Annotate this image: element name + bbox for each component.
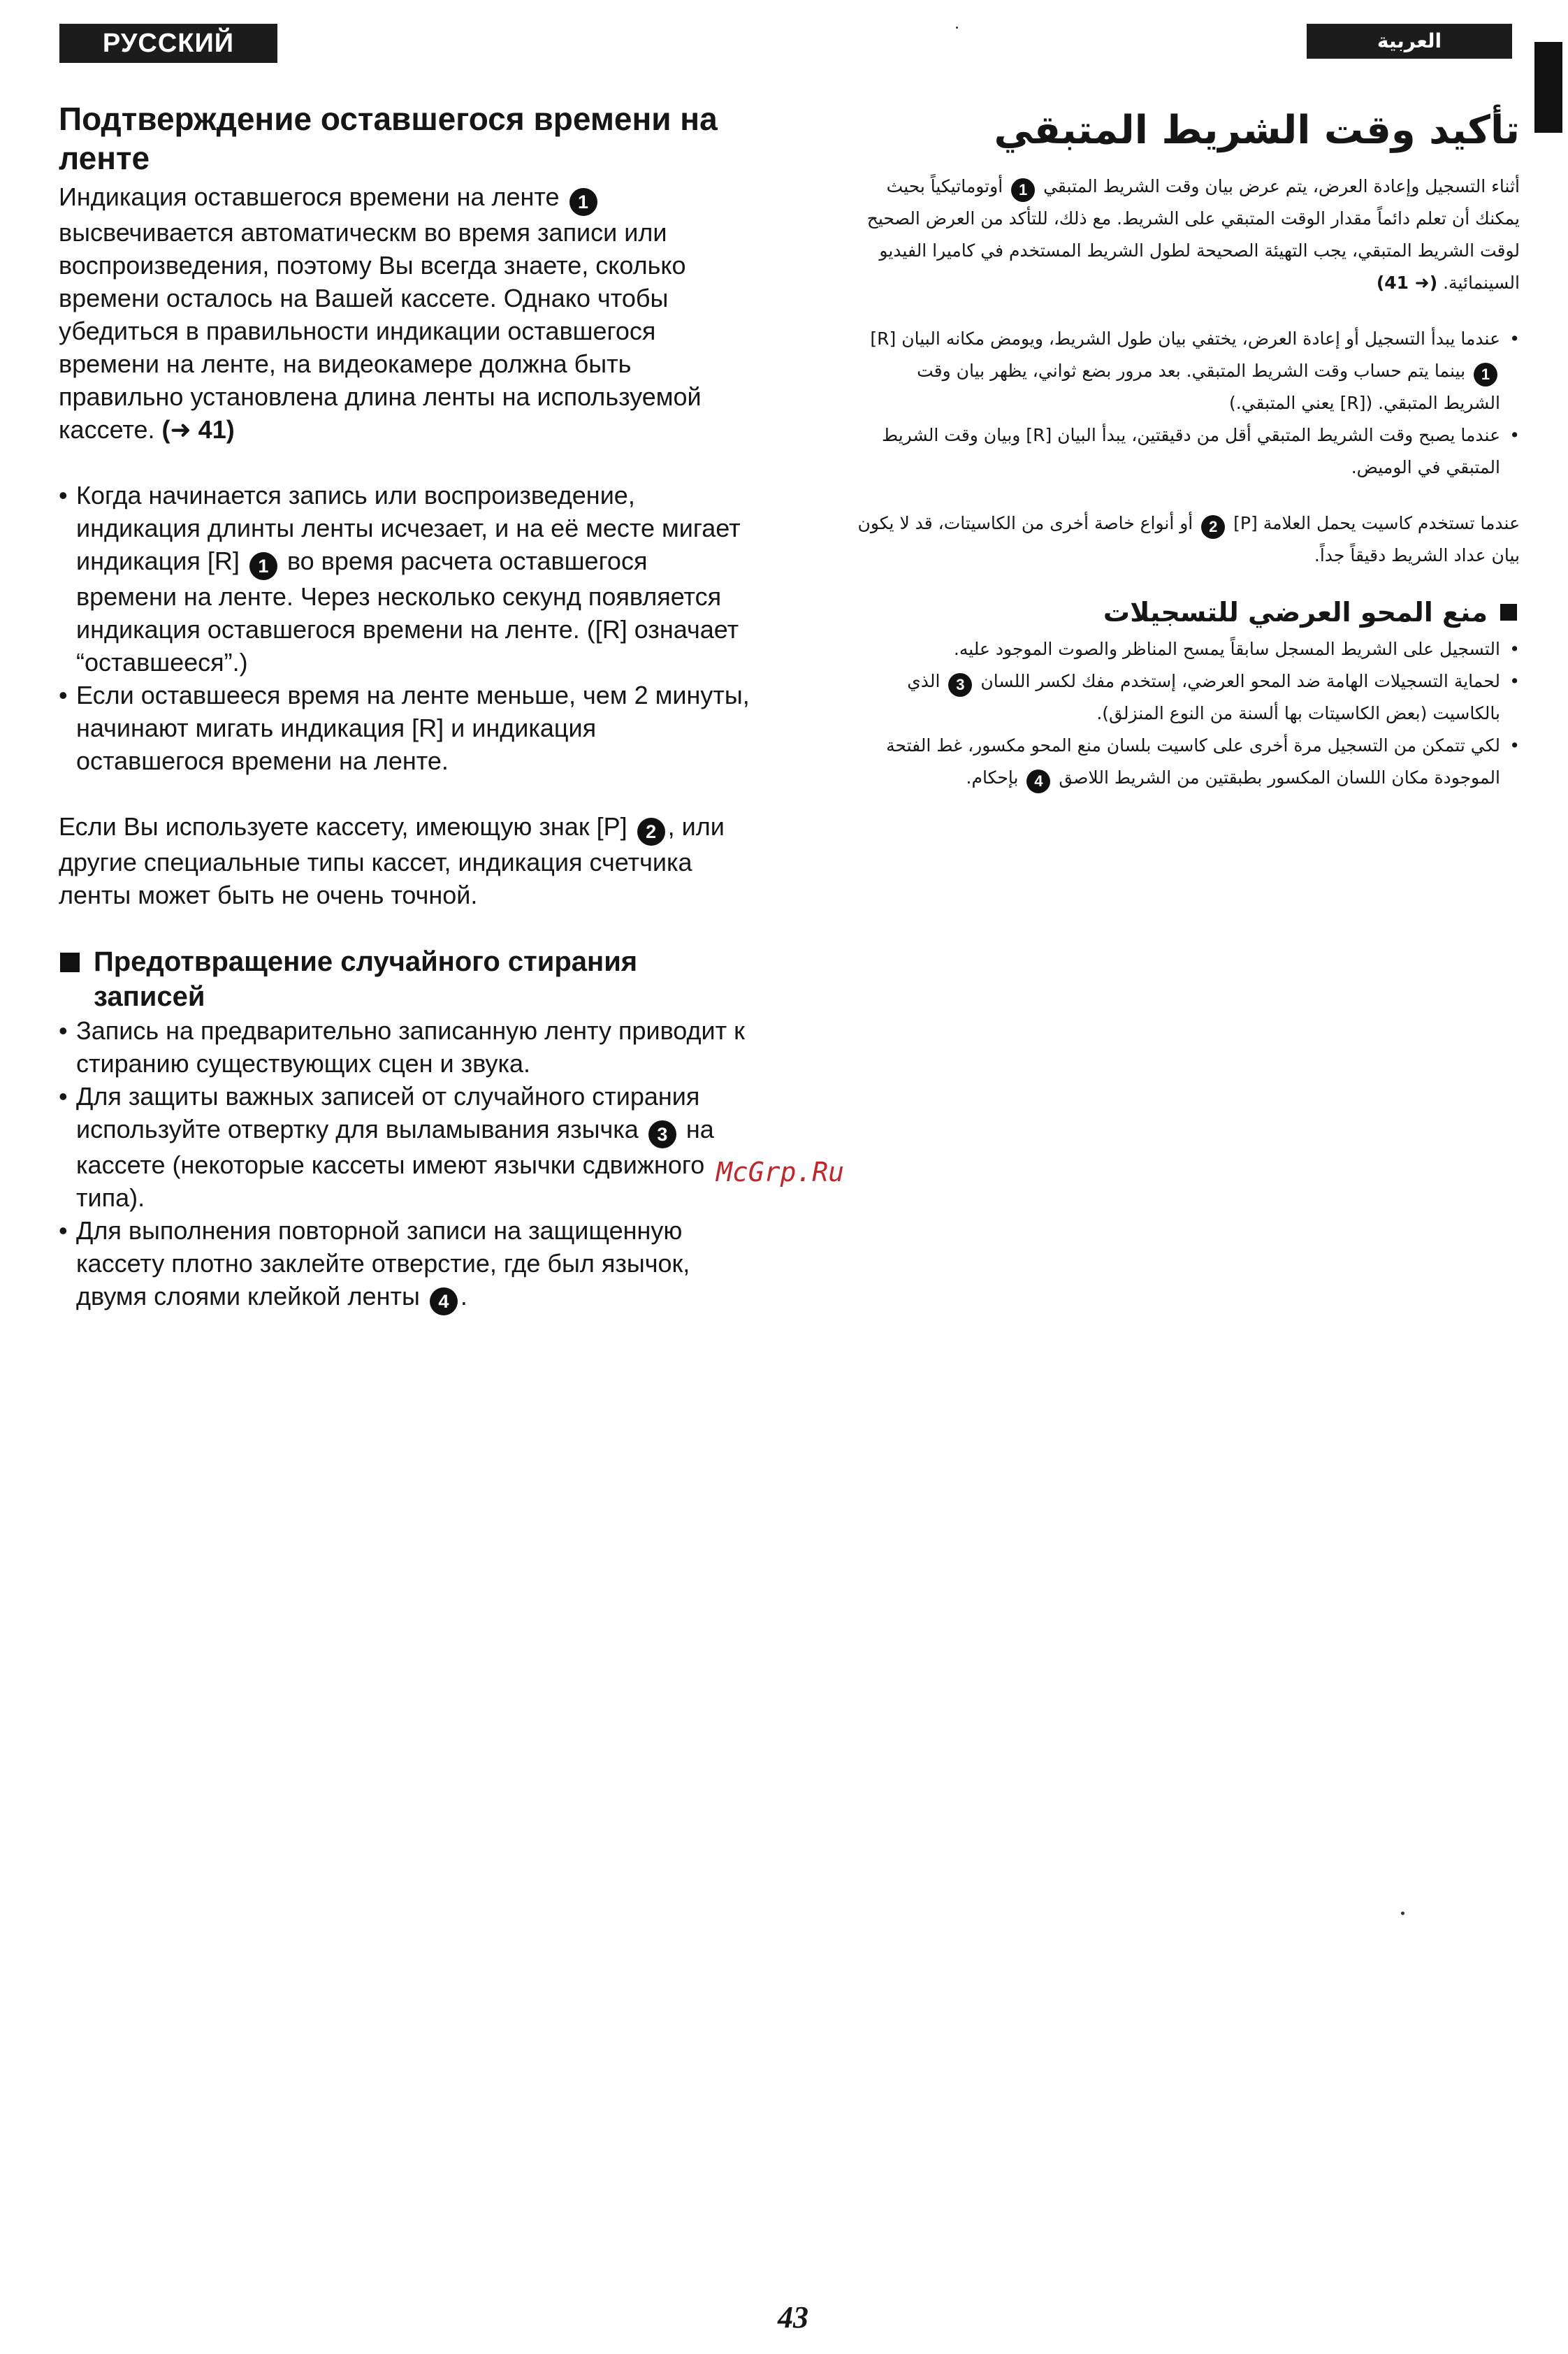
marker-3-icon: 3 xyxy=(648,1120,676,1148)
marker-2-icon: 2 xyxy=(637,818,665,846)
ar-erase-list xyxy=(856,633,1520,794)
ru-erase-title-text: Предотвращение случайного стирания записей xyxy=(94,946,638,1012)
ru-intro-text-a: Индикация оставшегося времени на ленте xyxy=(59,182,560,211)
scan-dot xyxy=(956,27,958,29)
list-item xyxy=(59,1080,750,1214)
marker-1-icon: 1 xyxy=(249,552,277,580)
ru-bullet1-text-b: во время расчета оставшегося времени на ленте. Через несколько секунд появляется индикация оставшегося времени на ленте. ([R] означает “оставшееся”.) xyxy=(76,547,739,677)
ru-cassette-note xyxy=(59,810,750,911)
ar-bullet1-text-a: عندما يبدأ التسجيل أو إعادة العرض، يختفي بيان طول الشريط، ويومض مكانه البيان [R] xyxy=(870,328,1500,349)
ar-cassette-note xyxy=(856,507,1520,572)
marker-4-icon: 4 xyxy=(1026,770,1050,793)
ar-erase-title-text: منع المحو العرضي للتسجيلات xyxy=(1103,597,1488,628)
list-item: • Запись на предварительно записанную ленту приводит к стиранию существующих сцен и звука. xyxy=(59,1014,750,1080)
ru-erase3-text-a: Для выполнения повторной записи на защищенную кассету плотно заклейте отверстие, где был язычок, двумя слоями клейкой ленты xyxy=(76,1216,690,1310)
marker-4-icon: 4 xyxy=(430,1287,458,1315)
list-item xyxy=(856,323,1520,419)
list-item: • عندما يصبح وقت الشريط المتبقي أقل من دقيقتين، يبدأ البيان [R] وبيان وقت الشريط المتبقي في الوميض. xyxy=(856,419,1520,484)
ru-erase-list xyxy=(59,1014,750,1315)
ru-display-notes-list xyxy=(59,479,750,777)
list-item xyxy=(59,479,750,679)
list-item xyxy=(856,665,1520,730)
ar-cassette-text-b: أو أنواع خاصة أخرى من الكاسيتات، قد لا يكون بيان عداد الشريط دقيقاً جداً. xyxy=(857,513,1520,565)
ar-erase3-text-b: بإحكام. xyxy=(966,767,1019,788)
arabic-language-tab: العربية xyxy=(1307,24,1512,59)
marker-2-icon: 2 xyxy=(1201,515,1225,539)
marker-1-icon: 1 xyxy=(1011,178,1035,202)
russian-language-tab: РУССКИЙ ЯЗЫК xyxy=(59,24,277,63)
ar-erase2-text-b: الذي بالكاسيت (بعض الكاسيتات بها ألسنة من النوع المنزلق). xyxy=(907,671,1500,723)
ar-page-reference: (➜ 41) xyxy=(1376,273,1438,293)
arabic-column xyxy=(856,99,1520,794)
list-item xyxy=(856,730,1520,794)
list-item: • Если оставшееся время на ленте меньше, чем 2 минуты, начинают мигать индикация [R] и индикация оставшегося времени на ленте. xyxy=(59,679,750,777)
ru-cassette-text-b: , или другие специальные типы кассет, индикация счетчика ленты может быть не очень точной. xyxy=(59,812,725,909)
ru-erase-heading xyxy=(59,944,750,1014)
ar-erase2-text-a: لحماية التسجيلات الهامة ضد المحو العرضي، إستخدم مفك لكسر اللسان xyxy=(980,671,1500,691)
ru-page-reference: (➜ 41) xyxy=(161,415,235,444)
marker-1-icon: 1 xyxy=(1474,363,1497,387)
list-item xyxy=(59,1214,750,1315)
ru-erase2-text-b: на кассете (некоторые кассеты имеют язычки сдвижного типа). xyxy=(76,1115,714,1212)
marker-1-icon: 1 xyxy=(569,188,597,216)
ru-erase2-text-a: Для защиты важных записей от случайного стирания используйте отвертку для выламывания язычка xyxy=(76,1082,700,1143)
ru-intro-text-b: высвечивается автоматическм во время записи или воспроизведения, поэтому Вы всегда знаете, сколько времени осталось на Вашей кассете. Однако чтобы убедиться в правильности индикации оставшегося времени на ленте, на видеокамере должна быть правильно установлена длина ленты на используемой кассете. xyxy=(59,218,702,444)
ar-erase-heading xyxy=(856,591,1520,633)
ru-cassette-text-a: Если Вы используете кассету, имеющую знак [P] xyxy=(59,812,627,841)
ar-intro-text-a: أثناء التسجيل وإعادة العرض، يتم عرض بيان وقت الشريط المتبقي xyxy=(1043,176,1520,196)
ru-section-title: Подтверждение оставшегося времени на ленте xyxy=(59,101,718,176)
ar-section-title: تأكيد وقت الشريط المتبقي xyxy=(994,108,1520,153)
ar-display-notes-list xyxy=(856,323,1520,484)
ru-bullet1-text-a: Когда начинается запись или воспроизведение, индикация длинты ленты исчезает, и на её месте мигает индикация [R] xyxy=(76,481,741,575)
ru-erase3-text-b: . xyxy=(460,1282,467,1310)
square-bullet-icon xyxy=(1500,604,1517,621)
russian-column xyxy=(59,99,750,1315)
scan-dot xyxy=(1401,1912,1404,1915)
page-number: 43 xyxy=(778,2300,808,2334)
page-edge-marker xyxy=(1534,42,1562,133)
ar-bullet1-text-b: بينما يتم حساب وقت الشريط المتبقي. بعد مرور بضع ثواني، يظهر بيان وقت الشريط المتبقي. ([R] يعني المتبقي.) xyxy=(917,361,1500,413)
ar-intro-text-b: أوتوماتيكياً بحيث يمكنك أن تعلم دائماً مقدار الوقت المتبقي على الشريط. مع ذلك، للتأكد من العرض الصحيح لوقت الشريط المتبقي، يجب التهيئة الصحيحة لطول الشريط المستخدم في كاميرا الفيديو السينمائية. xyxy=(866,176,1520,293)
marker-3-icon: 3 xyxy=(948,673,972,697)
ar-erase3-text-a: لكي تتمكن من التسجيل مرة أخرى على كاسيت بلسان منع المحو مكسور، غط الفتحة الموجودة مكان اللسان المكسور بطبقتين من الشريط اللاصق xyxy=(886,735,1500,788)
square-bullet-icon xyxy=(60,953,80,972)
ru-intro-paragraph xyxy=(59,180,750,446)
watermark: McGrp.Ru xyxy=(716,1157,845,1187)
ar-cassette-text-a: عندما تستخدم كاسيت يحمل العلامة [P] xyxy=(1233,513,1520,533)
ar-intro-paragraph xyxy=(856,171,1520,299)
list-item: • التسجيل على الشريط المسجل سابقاً يمسح المناظر والصوت الموجود عليه. xyxy=(856,633,1520,665)
